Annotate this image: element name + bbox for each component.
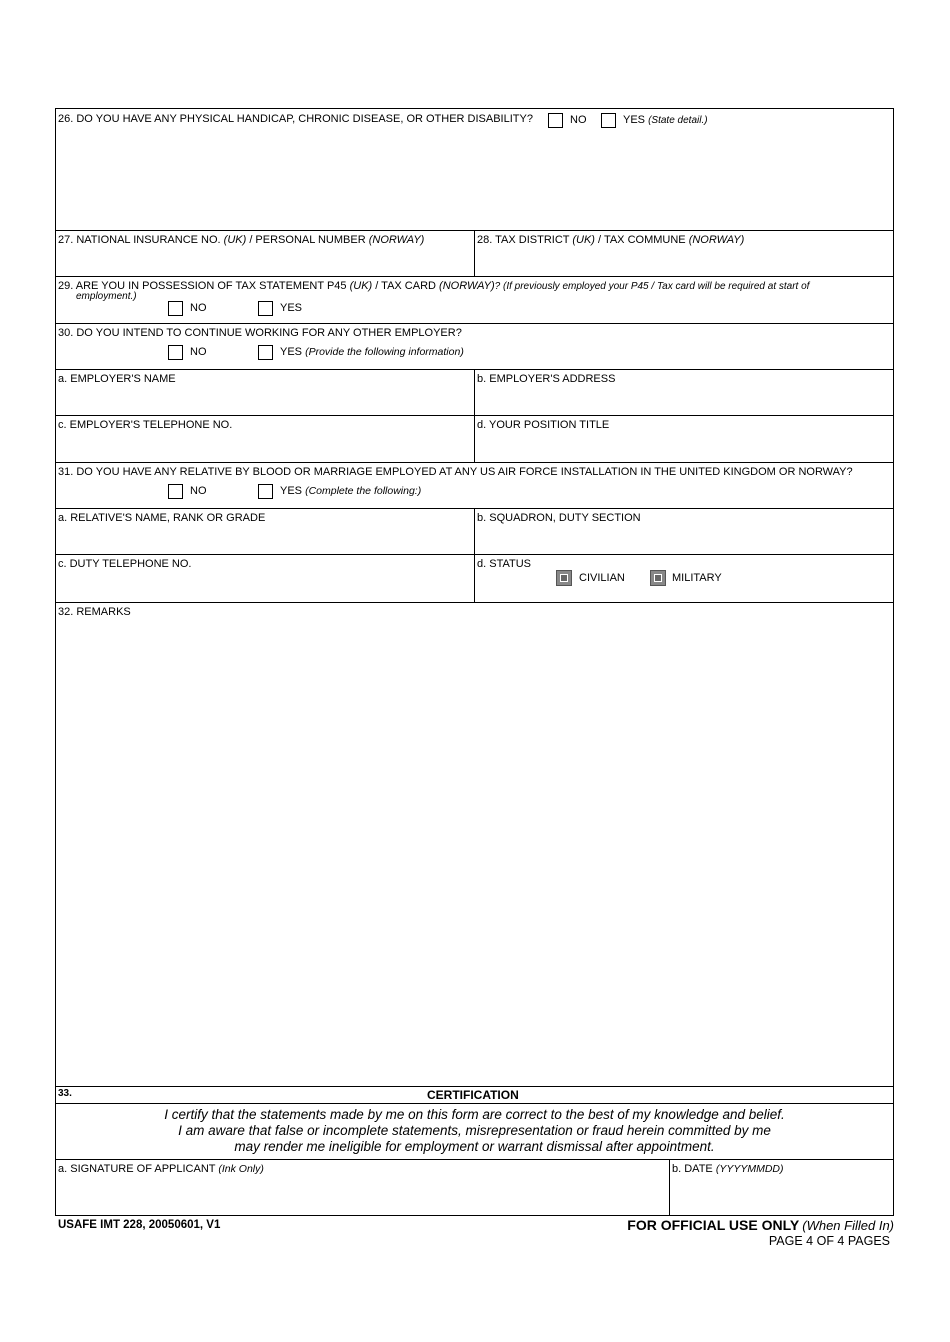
q30-ab-row [56,370,893,416]
q30-no-checkbox[interactable] [168,345,183,360]
application-form-page-4 [55,108,894,1216]
military-checkbox[interactable] [650,570,666,586]
q31-row [56,463,893,509]
q26-label: 26. DO YOU HAVE ANY PHYSICAL HANDICAP, CHRONIC DISEASE, OR OTHER DISABILITY? [58,113,533,125]
q30a-cell[interactable] [56,370,475,415]
q30a-label: a. EMPLOYER'S NAME [58,373,176,385]
q26-yes-text [623,114,708,126]
q31c-label: c. DUTY TELEPHONE NO. [58,558,192,570]
certification-header-row [56,1087,893,1104]
q29-row [56,277,893,324]
q26-no-label: NO [570,114,587,126]
q31-no-label: NO [190,485,207,497]
q29-note-2: employment.) [76,291,137,302]
q28-cell[interactable] [475,231,893,276]
q30-row [56,324,893,370]
civilian-checkbox[interactable] [556,570,572,586]
fouo-note: (When Filled In) [802,1218,894,1233]
q27-q28-row [56,231,893,277]
q30d-cell[interactable] [475,416,893,462]
date-note: (YYYYMMDD) [715,1163,784,1175]
signature-cell[interactable] [56,1160,670,1215]
date-label [672,1163,784,1175]
q31-no-checkbox[interactable] [168,484,183,499]
q30-label: 30. DO YOU INTEND TO CONTINUE WORKING FOR ANY OTHER EMPLOYER? [58,327,462,339]
q30-no-label: NO [190,346,207,358]
q27-label-text: 27. NATIONAL INSURANCE NO. [58,234,221,246]
certification-line-3: may render me ineligible for employment or warrant dismissal after appointment. [234,1139,715,1154]
q28-label-text: 28. TAX DISTRICT [477,234,573,246]
q30b-cell[interactable] [475,370,893,415]
fouo-line [627,1217,894,1233]
q31c-cell[interactable] [56,555,475,602]
q30-yes-text [280,346,464,358]
q30c-label: c. EMPLOYER'S TELEPHONE NO. [58,419,233,431]
date-label-text: b. DATE [672,1163,713,1175]
q26-no-checkbox[interactable] [548,113,563,128]
signature-row [56,1160,893,1215]
q27-cell[interactable] [56,231,475,276]
q30-yes-checkbox[interactable] [258,345,273,360]
q31-label: 31. DO YOU HAVE ANY RELATIVE BY BLOOD OR MARRIAGE EMPLOYED AT ANY US AIR FORCE INSTALLATION IN THE UNITED KINGDOM OR NORWAY? [58,466,853,478]
q33-number: 33. [58,1088,72,1099]
q28-mid: / TAX COMMUNE [594,234,689,246]
q31-yes-text [280,485,421,497]
q31a-cell[interactable] [56,509,475,554]
signature-label-text: a. SIGNATURE OF APPLICANT [58,1163,216,1175]
q27-label [58,234,424,246]
q31-ab-row [56,509,893,555]
q29-no-label: NO [190,302,207,314]
q30c-cell[interactable] [56,416,475,462]
q29-label-text: 29. ARE YOU IN POSSESSION OF TAX STATEMENT P45 [58,280,350,292]
q26-yes-checkbox[interactable] [601,113,616,128]
fouo-label: FOR OFFICIAL USE ONLY [627,1217,800,1233]
certification-line-2: I am aware that false or incomplete statements, misrepresentation or fraud herein committed by me [178,1123,771,1138]
remarks-label: 32. REMARKS [58,606,131,618]
q30b-label: b. EMPLOYER'S ADDRESS [477,373,616,385]
q26-yes-label: YES [623,114,646,126]
certification-title: CERTIFICATION [427,1088,519,1102]
q31a-label: a. RELATIVE'S NAME, RANK OR GRADE [58,512,266,524]
certification-text-row [56,1104,893,1160]
signature-label [58,1163,264,1175]
q29-no-checkbox[interactable] [168,301,183,316]
q30-cd-row [56,416,893,463]
q30-yes-note: (Provide the following information) [305,346,464,358]
q29-yes-checkbox[interactable] [258,301,273,316]
q30-yes-label: YES [280,346,303,358]
signature-note: (Ink Only) [218,1163,264,1175]
certification-line-1: I certify that the statements made by me on this form are correct to the best of my knowledge and belief. [164,1107,785,1122]
q28-uk: (UK) [572,234,595,246]
q31b-cell[interactable] [475,509,893,554]
q26-row [56,109,893,231]
q29-norway: (NORWAY) [439,280,495,292]
remarks-row[interactable] [56,603,893,1087]
q29-mid: / TAX CARD [372,280,440,292]
q31d-label: d. STATUS [477,558,531,570]
q31-yes-label: YES [280,485,303,497]
q31d-cell [475,555,893,602]
date-cell[interactable] [670,1160,893,1215]
q29-yes-label: YES [280,302,303,314]
q31-yes-note: (Complete the following:) [305,485,422,497]
q29-uk: (UK) [349,280,373,292]
q27-norway: (NORWAY) [368,234,425,246]
q29-label [58,280,809,292]
q27-mid: / PERSONAL NUMBER [246,234,369,246]
q31b-label: b. SQUADRON, DUTY SECTION [477,512,641,524]
civilian-label: CIVILIAN [579,572,625,584]
form-id: USAFE IMT 228, 20050601, V1 [58,1219,221,1231]
military-label: MILITARY [672,572,722,584]
q28-norway: (NORWAY) [688,234,745,246]
page-number: PAGE 4 OF 4 PAGES [768,1234,890,1248]
q31-yes-checkbox[interactable] [258,484,273,499]
footer-right [627,1217,894,1248]
q26-yes-note: (State detail.) [648,115,708,126]
q31-cd-row [56,555,893,603]
q28-label [477,234,744,246]
q27-uk: (UK) [223,234,247,246]
q30d-label: d. YOUR POSITION TITLE [477,419,610,431]
q29-note-1: ? (If previously employed your P45 / Tax card will be required at start of [494,281,810,292]
